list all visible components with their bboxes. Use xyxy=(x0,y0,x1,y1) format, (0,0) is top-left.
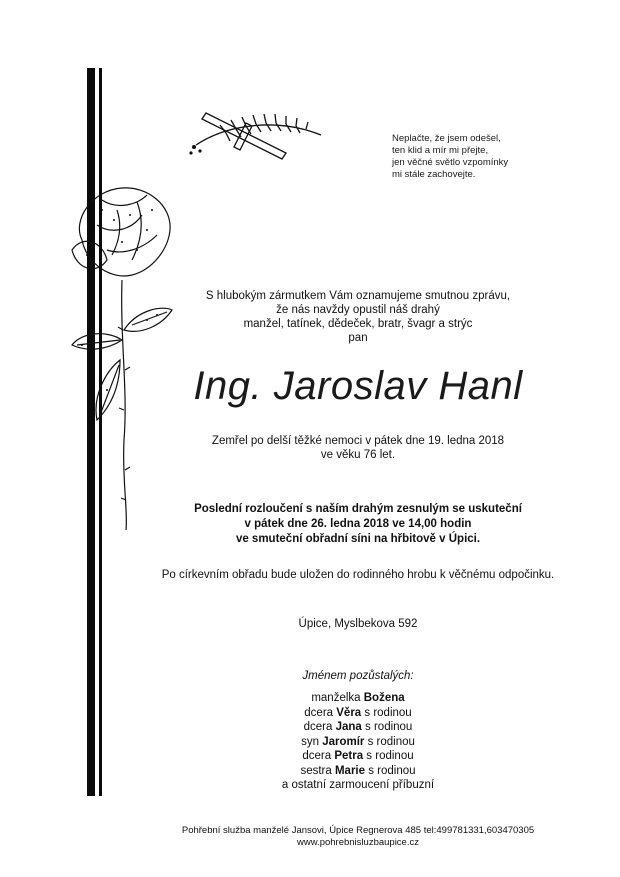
family-member: manželka Božena xyxy=(311,692,405,704)
death-line: Zemřel po delší těžké nemoci v pátek dne 19. ledna 2018 xyxy=(211,435,505,447)
announcement-line: pan xyxy=(348,332,368,344)
on-behalf-heading: Jménem pozůstalých: xyxy=(302,670,414,682)
deceased-name: Ing. Jaroslav Hanl xyxy=(193,364,523,408)
quote-line: ten klid a mír mi přejte, xyxy=(392,145,489,156)
death-notice xyxy=(118,434,598,462)
rose-icon xyxy=(62,180,182,540)
funeral-line: v pátek dne 26. ledna 2018 ve 14,00 hodin xyxy=(244,518,472,530)
address: Úpice, Myslbekova 592 xyxy=(298,618,418,630)
footer-website: www.pohrebnisluzbaupice.cz xyxy=(297,837,419,848)
family-member: dcera Jana s rodinou xyxy=(303,721,413,733)
cross-with-palm-icon xyxy=(186,105,326,167)
family-member: a ostatní zarmoucení příbuzní xyxy=(281,779,435,791)
funeral-details xyxy=(118,502,598,547)
family-member: syn Jaromír s rodinou xyxy=(301,735,415,748)
announcement-text xyxy=(118,289,598,345)
funeral-line: Poslední rozloučení s naším drahým zesnulým se uskuteční xyxy=(194,503,522,515)
announcement-line: S hlubokým zármutkem Vám oznamujeme smutnou zprávu, xyxy=(205,290,511,302)
family-member: dcera Věra s rodinou xyxy=(304,706,412,719)
burial-text: Po církevním obřadu bude uložen do rodinného hrobu k věčnému odpočinku. xyxy=(161,569,555,581)
family-list xyxy=(118,691,598,793)
funeral-service-footer xyxy=(118,825,598,849)
announcement-line: že nás navždy opustil náš drahý xyxy=(276,304,440,316)
footer-contact: Pohřební služba manželé Jansovi, Úpice Regnerova 485 tel:499781331,603470305 xyxy=(181,825,535,836)
family-member: dcera Petra s rodinou xyxy=(302,750,414,762)
quote-line: jen věčné světlo vzpomínky xyxy=(392,157,509,168)
announcement-line: manžel, tatínek, dědeček, bratr, švagr a strýc xyxy=(243,318,473,330)
quote-line: Neplačte, že jsem odešel, xyxy=(392,133,501,144)
family-member: sestra Marie s rodinou xyxy=(300,764,416,777)
death-line: ve věku 76 let. xyxy=(320,449,396,461)
memorial-quote xyxy=(392,133,592,181)
funeral-line: ve smuteční obřadní síni na hřbitově v Úpici. xyxy=(235,533,481,545)
quote-line: mi stále zachovejte. xyxy=(392,169,476,180)
